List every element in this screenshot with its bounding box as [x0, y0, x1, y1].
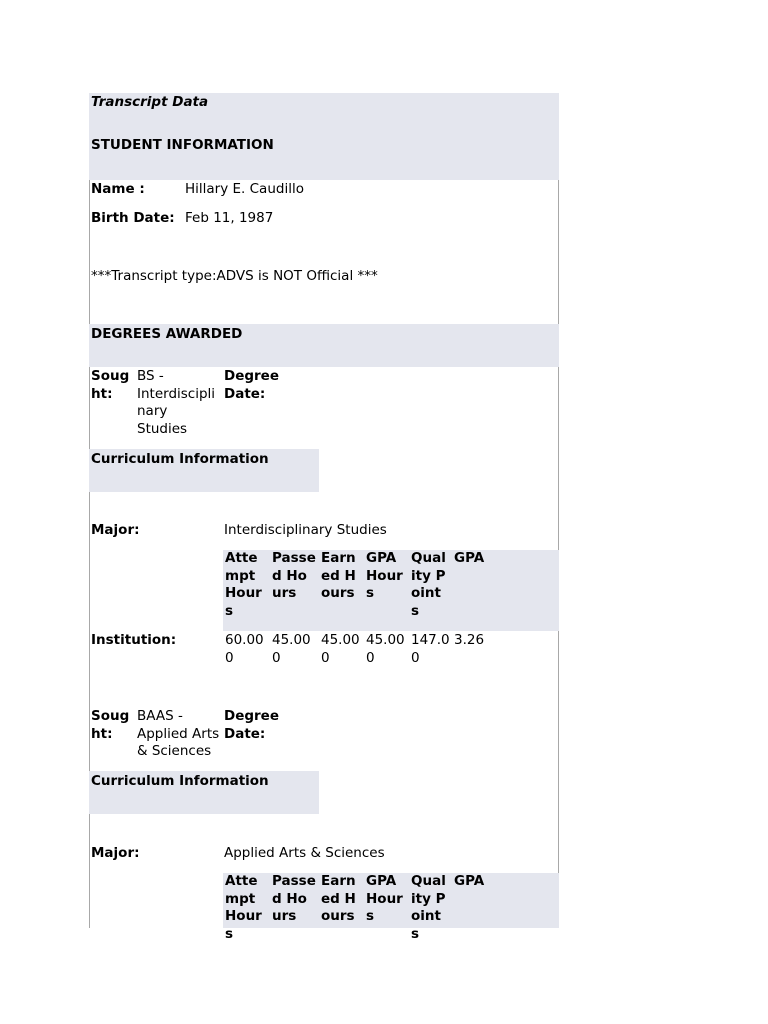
transcript-notice: ***Transcript type:ADVS is NOT Official *** — [91, 268, 378, 284]
degree-2-col-gpa-hours: GPA Hours — [366, 873, 403, 924]
degree-2-major-value: Applied Arts & Sciences — [224, 845, 385, 861]
degrees-heading: DEGREES AWARDED — [91, 326, 243, 342]
degree-2-col-earned-hours: Earned Hours — [321, 873, 356, 924]
degree-2-col-gpa: GPA — [454, 873, 485, 889]
degree-1-sought-value: BS - Interdisciplinary Studies — [137, 368, 216, 437]
degree-1-col-gpa-hours: GPA Hours — [366, 550, 403, 601]
degree-2-curriculum-heading: Curriculum Information — [91, 773, 269, 789]
degree-1-major-label: Major: — [91, 522, 140, 538]
degree-1-major-value: Interdisciplinary Studies — [224, 522, 387, 538]
degree-1-col-passed-hours: Passed Hours — [272, 550, 316, 601]
degree-1-col-earned-hours: Earned Hours — [321, 550, 356, 601]
degree-2-sought-label: Sought: — [91, 708, 130, 742]
birth-date-value: Feb 11, 1987 — [185, 210, 274, 226]
degree-1-col-quality-points: Quality Points — [411, 550, 446, 619]
degree-1-quality-points-value: 147.00 — [411, 632, 450, 666]
page-title: Transcript Data — [91, 94, 209, 110]
degree-1-curriculum-heading: Curriculum Information — [91, 451, 269, 467]
degree-1-col-attempt-hours: Attempt Hours — [225, 550, 262, 619]
name-label: Name : — [91, 181, 145, 197]
degree-1-sought-label: Sought: — [91, 368, 130, 402]
frame-right-border — [558, 136, 559, 928]
degree-1-attempt-hours-value: 60.000 — [225, 632, 264, 666]
student-info-heading: STUDENT INFORMATION — [91, 137, 274, 153]
degree-1-institution-label: Institution: — [91, 632, 177, 648]
degree-2-col-attempt-hours: Attempt Hours — [225, 873, 262, 942]
degree-1-col-gpa: GPA — [454, 550, 485, 566]
degree-1-earned-hours-value: 45.000 — [321, 632, 360, 666]
degree-2-hours-header-bar — [223, 873, 559, 942]
birth-date-label: Birth Date: — [91, 210, 175, 226]
degree-2-date-label: Degree Date: — [224, 708, 279, 742]
degree-2-col-quality-points: Quality Points — [411, 873, 446, 942]
degree-2-major-label: Major: — [91, 845, 140, 861]
name-value: Hillary E. Caudillo — [185, 181, 304, 197]
degree-2-sought-value: BAAS - Applied Arts & Sciences — [137, 708, 220, 759]
degree-2-col-passed-hours: Passed Hours — [272, 873, 316, 924]
degree-1-date-label: Degree Date: — [224, 368, 279, 402]
degree-1-gpa-value: 3.26 — [454, 632, 485, 648]
degree-1-gpa-hours-value: 45.000 — [366, 632, 405, 666]
degree-1-passed-hours-value: 45.000 — [272, 632, 311, 666]
